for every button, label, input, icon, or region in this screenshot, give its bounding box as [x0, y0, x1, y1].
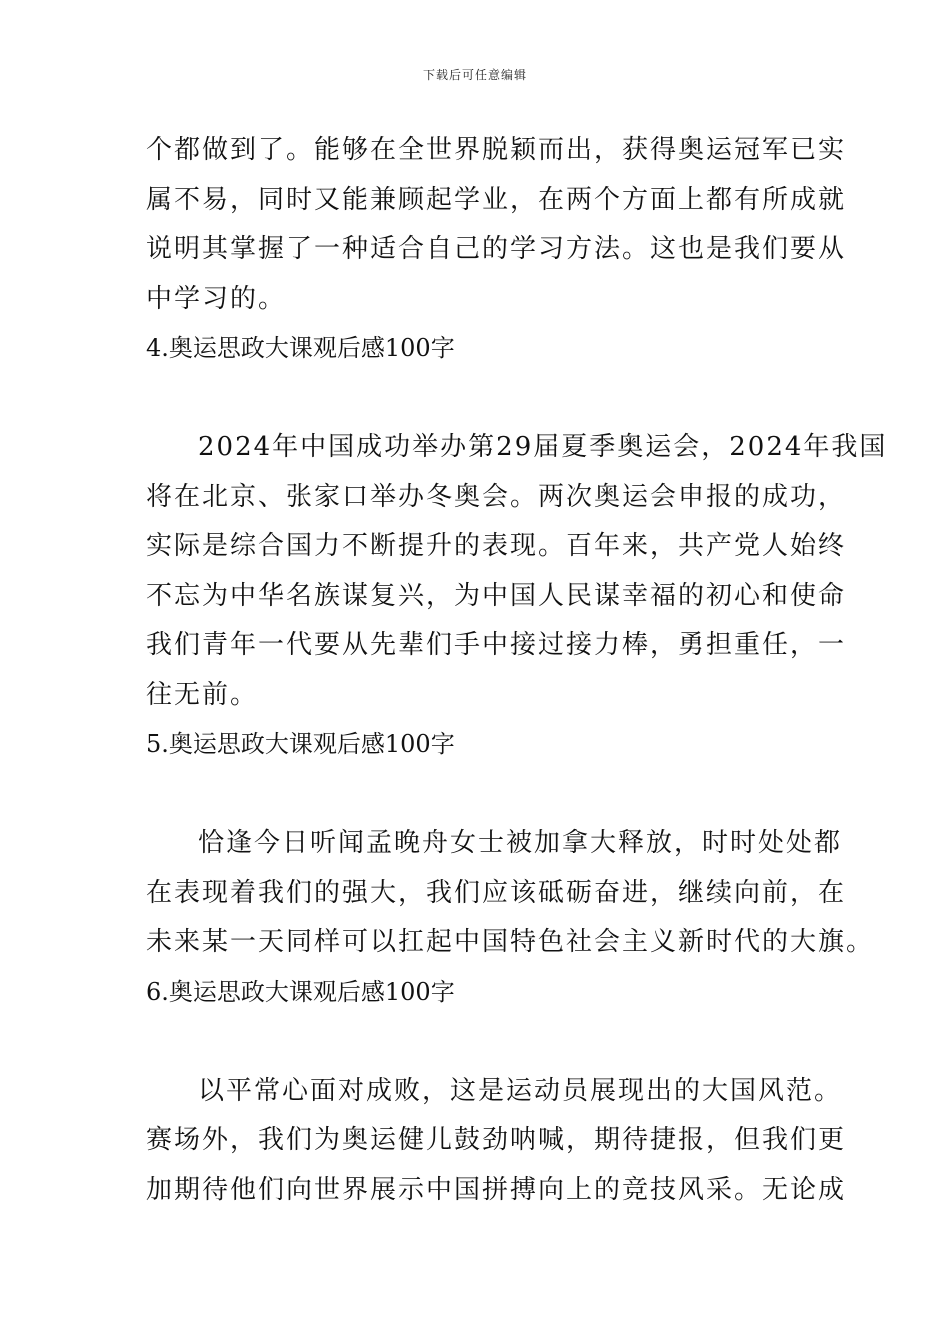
- paragraph-4: [146, 423, 888, 720]
- text-line: 说明其掌握了一种适合自己的学习方法。这也是我们要从: [146, 234, 847, 264]
- text-line: 在表现着我们的强大，我们应该砥砺奋进，继续向前，在: [146, 877, 847, 908]
- section-heading-6: 6.奥运思政大课观后感100字: [146, 977, 455, 1006]
- section-heading-5: 5.奥运思政大课观后感100字: [146, 730, 455, 758]
- text-line: 赛场外，我们为奥运健儿鼓劲呐喊，期待捷报，但我们更: [146, 1125, 847, 1155]
- text-line: 往无前。: [146, 679, 259, 710]
- spacer: [146, 1017, 806, 1067]
- paragraph-6: [146, 1067, 847, 1216]
- spacer: [146, 770, 806, 820]
- text-line: 将在北京、张家口举办冬奥会。两次奥运会申报的成功，: [146, 481, 847, 512]
- text-line: 实际是综合国力不断提升的表现。百年来，共产党人始终: [146, 531, 847, 561]
- text-line: 恰逢今日听闻孟晚舟女士被加拿大释放，时时处处都: [198, 828, 843, 858]
- paragraph-5: [146, 819, 875, 968]
- spacer: [146, 374, 806, 424]
- text-line: 加期待他们向世界展示中国拼搏向上的竞技风采。无论成: [146, 1174, 847, 1205]
- document-body: [146, 126, 888, 1215]
- text-line: 2024年中国成功举办第29届夏季奥运会，2024年我国: [198, 432, 888, 462]
- text-line: 我们青年一代要从先辈们手中接过接力棒，勇担重任，一: [146, 630, 847, 660]
- section-heading-4: 4.奥运思政大课观后感100字: [146, 334, 455, 362]
- text-line: 中学习的。: [146, 283, 287, 314]
- text-line: 以平常心面对成败，这是运动员展现出的大国风范。: [198, 1075, 843, 1106]
- page-header: 下载后可任意编辑: [422, 68, 527, 82]
- text-line: 不忘为中华名族谋复兴，为中国人民谋幸福的初心和使命: [146, 580, 847, 611]
- text-line: 个都做到了。能够在全世界脱颖而出，获得奥运冠军已实: [146, 135, 847, 165]
- paragraph-intro: [146, 126, 847, 324]
- text-line: 属不易，同时又能兼顾起学业，在两个方面上都有所成就: [146, 184, 847, 215]
- text-line: 未来某一天同样可以扛起中国特色社会主义新时代的大旗。: [146, 927, 875, 957]
